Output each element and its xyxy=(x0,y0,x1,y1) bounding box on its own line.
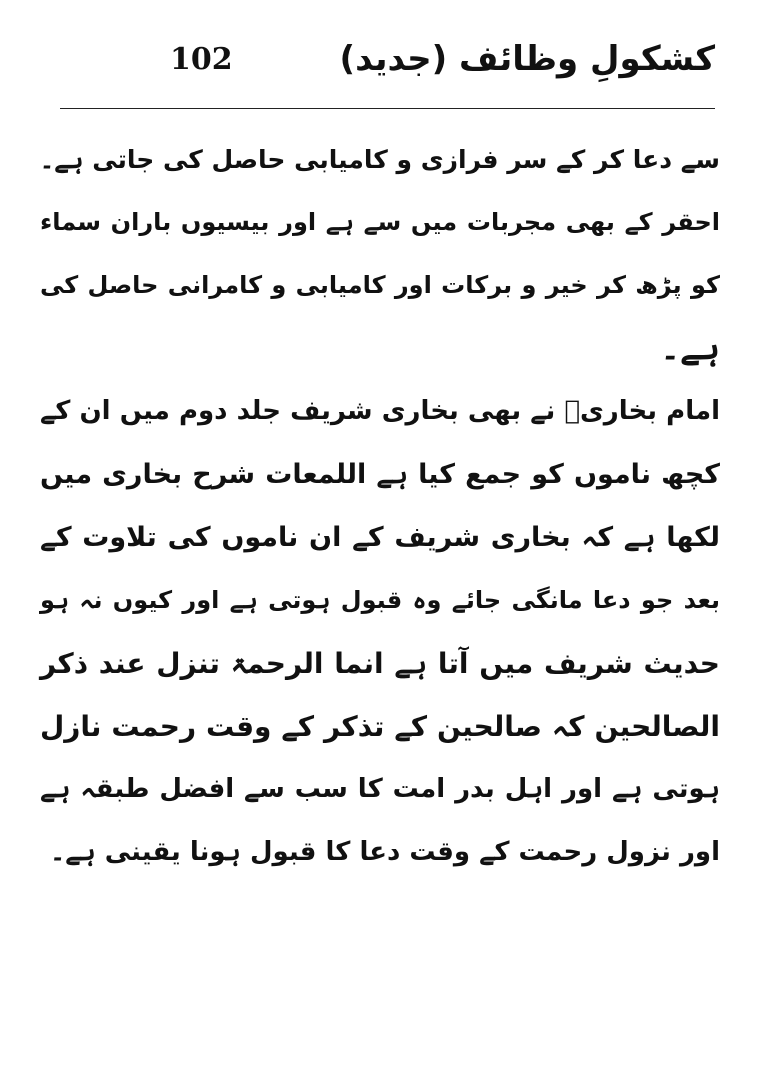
text-line: الصالحین کہ صالحین کے تذکر کے وقت رحمت نازل xyxy=(40,710,720,743)
running-title: کشکولِ وظائف (جدید) xyxy=(339,39,715,79)
header-divider xyxy=(60,108,715,109)
body-text xyxy=(40,128,720,884)
text-line: کو پڑھ کر خیر و برکات اور کامیابی و کامرانی حاصل کی xyxy=(40,271,720,299)
text-line: حدیث شریف میں آتا ہے انما الرحمۃ تنزل عند ذکر xyxy=(40,647,720,680)
text-line: سے دعا کر کے سر فرازی و کامیابی حاصل کی جاتی ہے۔ xyxy=(39,145,720,174)
text-line: ہوتی ہے اور اہل بدر امت کا سب سے افضل طبقہ ہے xyxy=(40,774,720,804)
page-header xyxy=(60,30,715,90)
text-line: ہے۔ xyxy=(660,328,720,368)
text-line: کچھ ناموں کو جمع کیا ہے اللمعات شرح بخاری میں xyxy=(40,459,720,490)
page-number: 102 xyxy=(170,42,233,77)
text-line: اور نزول رحمت کے وقت دعا کا قبول ہونا یقینی ہے۔ xyxy=(50,837,720,867)
text-line: لکھا ہے کہ بخاری شریف کے ان ناموں کی تلاوت کے xyxy=(40,522,720,553)
text-line: امام بخاریؒ نے بھی بخاری شریف جلد دوم میں ان کے xyxy=(40,396,720,426)
text-line: احقر کے بھی مجربات میں سے ہے اور بیسیوں باران سماء xyxy=(40,208,720,236)
text-line: بعد جو دعا مانگی جائے وہ قبول ہوتی ہے اور کیوں نہ ہو xyxy=(40,586,720,614)
